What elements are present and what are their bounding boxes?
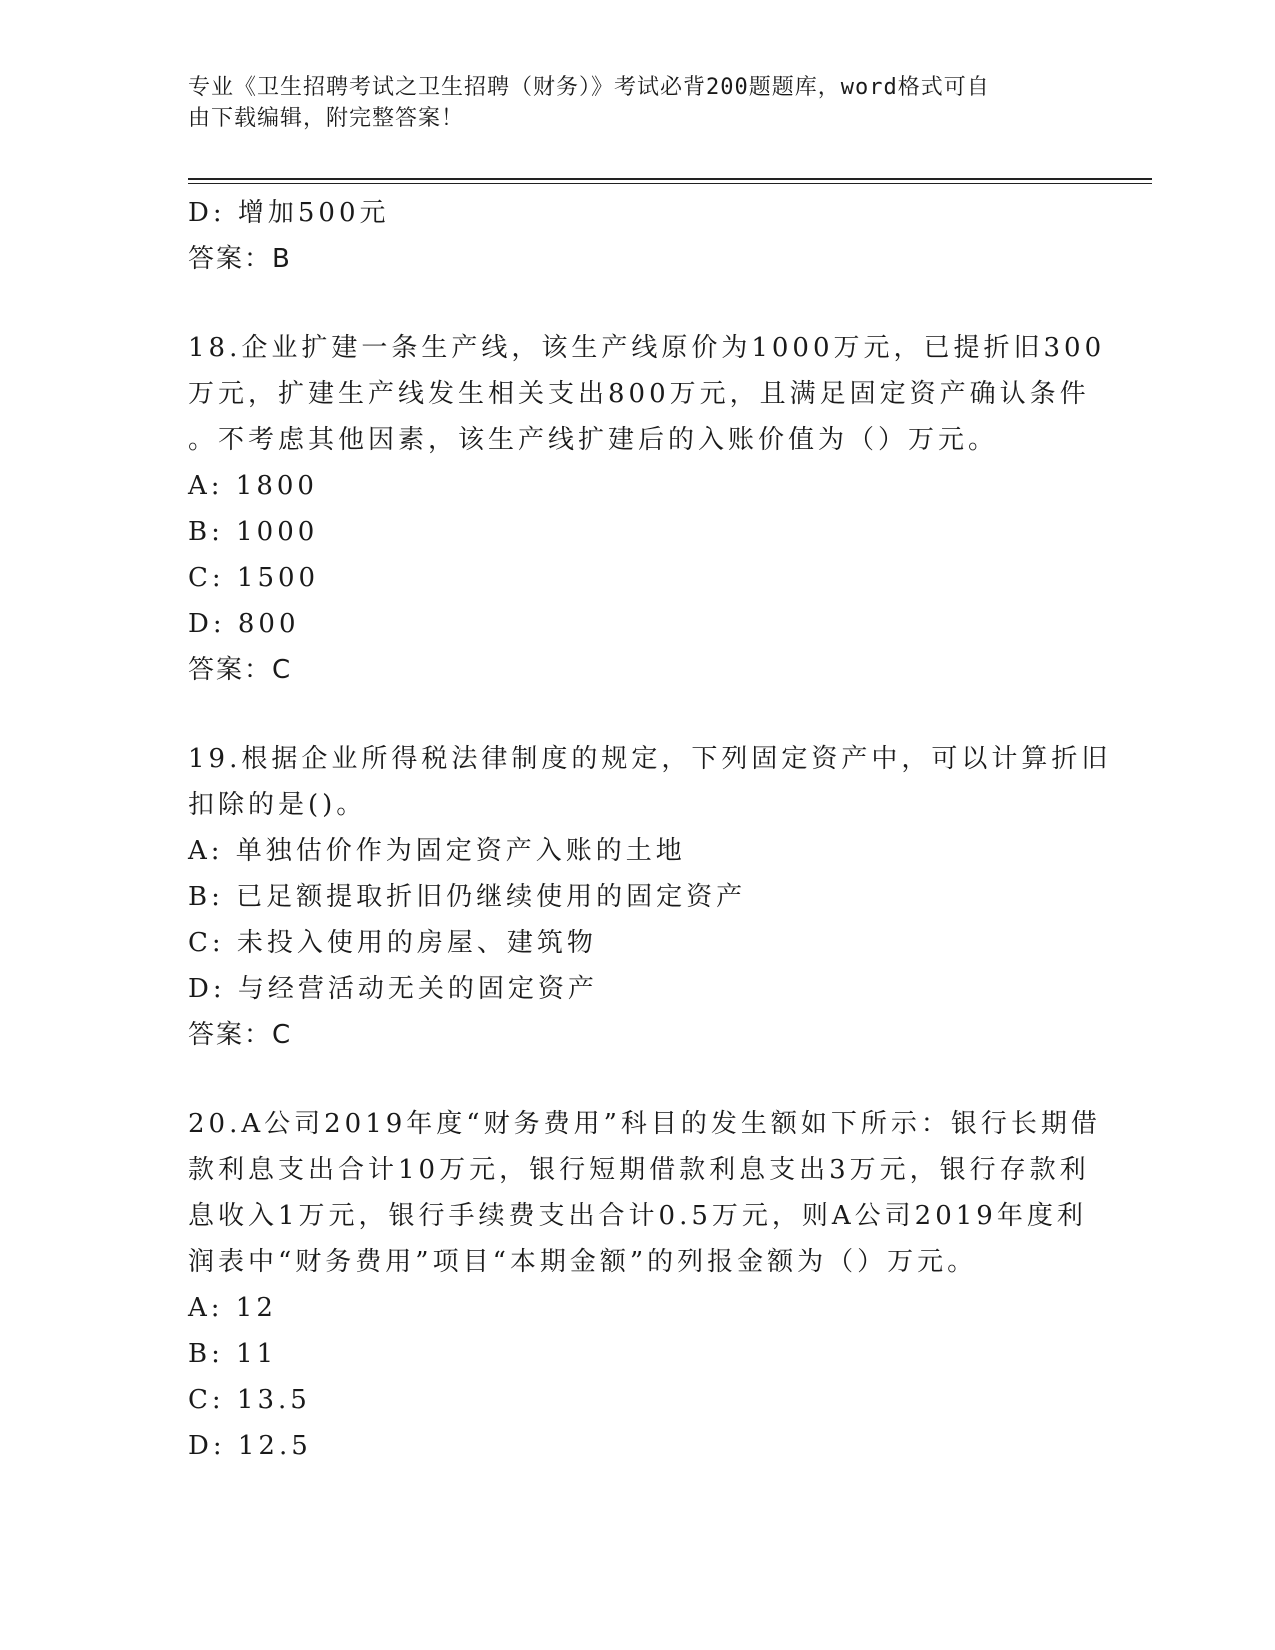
document-body	[188, 190, 1112, 1469]
header-divider-thin	[188, 183, 1152, 184]
q18-stem-line: 万元，扩建生产线发生相关支出800万元，且满足固定资产确认条件	[188, 379, 1090, 409]
q19-answer: 答案：C	[188, 1020, 293, 1050]
q18-option-a: A: 1800	[188, 471, 318, 501]
q18-stem-line: 18.企业扩建一条生产线，该生产线原价为1000万元，已提折旧300	[188, 333, 1106, 363]
q18-stem-line: 。不考虑其他因素，该生产线扩建后的入账价值为（）万元。	[188, 425, 999, 455]
header-line-2: 由下载编辑，附完整答案！	[188, 106, 465, 131]
q20-option-c: C: 13.5	[188, 1385, 311, 1415]
q18-option-b: B: 1000	[188, 517, 319, 547]
q17-answer: 答案：B	[188, 244, 292, 274]
q20-stem-line: 润表中“财务费用”项目“本期金额”的列报金额为（）万元。	[188, 1247, 978, 1277]
q20-stem-line: 息收入1万元，银行手续费支出合计0.5万元，则A公司2019年度利	[188, 1201, 1087, 1231]
document-header	[188, 72, 1068, 134]
q19-option-d: D: 与经营活动无关的固定资产	[188, 974, 598, 1004]
header-divider-thick	[188, 178, 1152, 180]
q18-stem	[188, 325, 1106, 463]
header-line-1: 专业《卫生招聘考试之卫生招聘（财务）》考试必背200题题库，word格式可自	[188, 75, 990, 100]
q17-option-d: D: 增加500元	[188, 198, 390, 228]
q19-stem-line: 19.根据企业所得税法律制度的规定，下列固定资产中，可以计算折旧	[188, 744, 1112, 774]
q20-stem-line: 款利息支出合计10万元，银行短期借款利息支出3万元，银行存款利	[188, 1155, 1090, 1185]
q19-option-a: A: 单独估价作为固定资产入账的土地	[188, 836, 686, 866]
q20-stem-line: 20.A公司2019年度“财务费用”科目的发生额如下所示：银行长期借	[188, 1109, 1101, 1139]
q20-option-d: D: 12.5	[188, 1431, 312, 1461]
q20-stem	[188, 1101, 1101, 1285]
q19-stem-line: 扣除的是()。	[188, 790, 367, 820]
q18-option-c: C: 1500	[188, 563, 320, 593]
q19-option-c: C: 未投入使用的房屋、建筑物	[188, 928, 597, 958]
q20-option-a: A: 12	[188, 1293, 277, 1323]
q20-option-b: B: 11	[188, 1339, 278, 1369]
q18-answer: 答案：C	[188, 655, 293, 685]
q18-option-d: D: 800	[188, 609, 300, 639]
q19-option-b: B: 已足额提取折旧仍继续使用的固定资产	[188, 882, 747, 912]
q19-stem	[188, 736, 1112, 828]
